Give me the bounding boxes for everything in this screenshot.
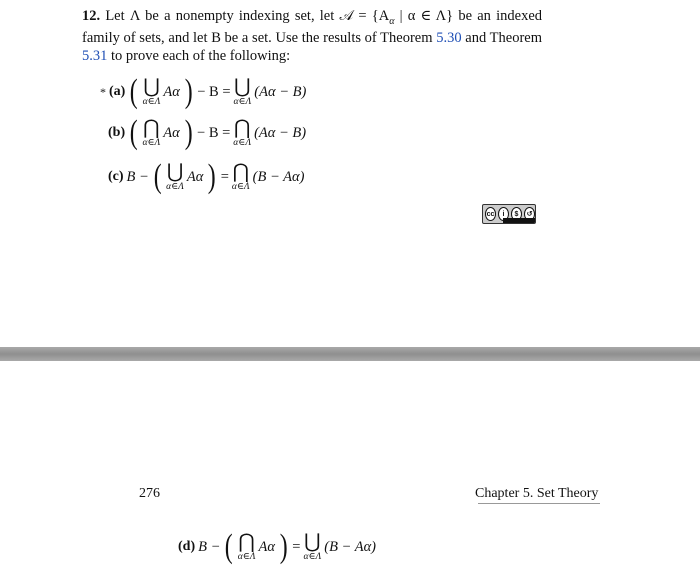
item-a-inner: Aα [163,83,180,100]
cc-icon: cc [485,207,496,221]
right-paren: ) [184,73,193,110]
item-a-mid: − B = [197,83,231,100]
item-c-label: (c) [108,169,124,184]
problem-text-1: Let Λ be a nonempty indexing set, let 𝒜 = {A [105,8,390,24]
cc-license-badge[interactable] [482,204,536,224]
item-d-rhs: (B − Aα) [324,538,377,555]
sa-icon: ↺ [524,207,535,221]
item-a [100,72,309,112]
item-b-inner: Aα [163,124,180,141]
nc-icon: $ [511,207,522,221]
item-c-mid: = [220,168,229,185]
intersection-op: ⋂ α∈Λ [237,531,256,562]
intersection-op-rhs: ⋂ α∈Λ [233,117,252,148]
intersection-op: ⋂ α∈Λ [142,117,161,148]
theorem-link-5-31[interactable]: 5.31 [82,47,108,64]
problem-number: 12. [82,8,101,24]
problem-text-4: to prove each of the following: [107,47,291,64]
item-d-prefix: B − [198,538,221,555]
left-paren: ( [153,158,162,195]
item-b-rhs: (Aα − B) [254,124,307,141]
left-paren: ( [130,73,138,110]
right-paren: ) [208,158,217,195]
item-c-prefix: B − [126,168,149,185]
left-paren: ( [225,528,234,565]
union-op: ⋃ α∈Λ [166,161,184,192]
problem-statement [82,8,542,65]
item-a-label: (a) [109,84,126,99]
problem-text-2: | α ∈ Λ} be an indexed family of sets, and let B be a set. Use the results of Theorem [82,8,543,47]
union-op-rhs: ⋃ α∈Λ [233,76,252,107]
item-d-label: (d) [178,539,196,554]
right-paren: ) [184,114,193,151]
item-c-inner: Aα [186,168,204,185]
intersection-op-rhs: ⋂ α∈Λ [231,161,250,192]
item-b-label: (b) [108,125,126,140]
item-d-mid: = [292,538,301,555]
right-paren: ) [279,528,288,565]
problem-text-3: and Theorem [461,30,542,47]
alpha-sub: α [389,15,395,27]
page-number: 276 [139,486,160,501]
item-b [100,113,309,153]
left-paren: ( [129,114,138,151]
item-d-inner: Aα [258,538,275,555]
footer-underline [478,503,600,504]
chapter-title: Chapter 5. Set Theory [475,486,599,501]
item-b-mid: − B = [197,124,231,141]
item-a-rhs: (Aα − B) [254,83,307,100]
item-c [100,157,307,197]
license-strip [503,218,535,223]
theorem-link-5-30[interactable]: 5.30 [436,30,462,47]
union-op-rhs: ⋃ α∈Λ [303,531,322,562]
by-icon: i [498,207,509,221]
item-a-marker: * [100,84,106,99]
item-c-rhs: (B − Aα) [252,168,305,185]
item-d [178,527,379,567]
page-divider [0,347,700,361]
union-op: ⋃ α∈Λ [142,76,161,107]
